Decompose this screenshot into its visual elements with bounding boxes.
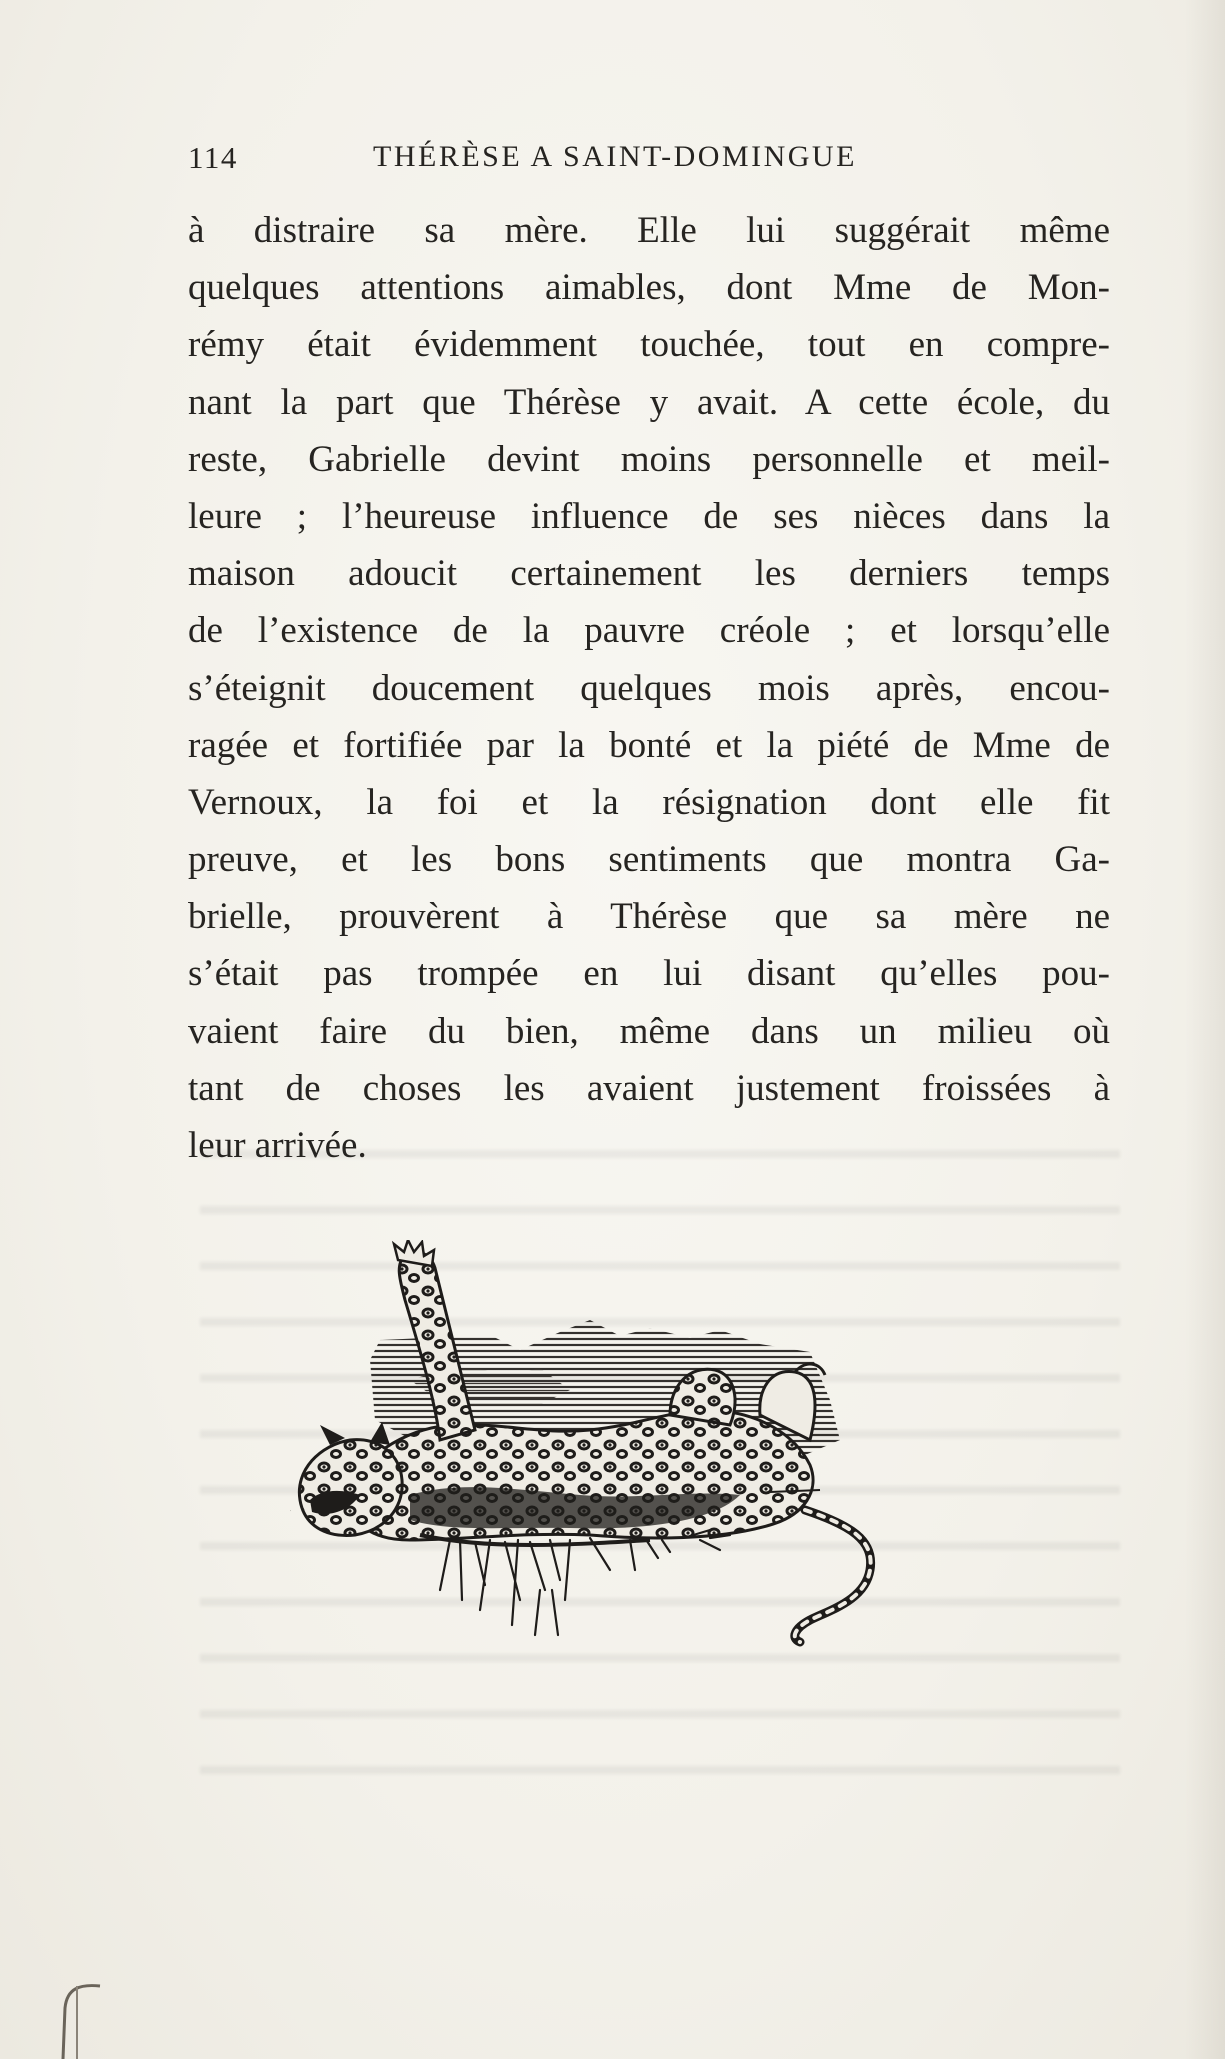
text-line: rémy était évidemment touchée, tout en compre- [188, 324, 1110, 366]
body-paragraph [188, 202, 1110, 1174]
running-title: THÉRÈSE A SAINT-DOMINGUE [373, 140, 857, 173]
text-line: maison adoucit certainement les derniers temps [188, 553, 1110, 595]
text-line: reste, Gabrielle devint moins personnelle et meil- [188, 438, 1110, 480]
text-line: vaient faire du bien, même dans un milieu où [188, 1010, 1110, 1052]
text-line: brielle, prouvèrent à Thérèse que sa mère ne [188, 896, 1110, 938]
text-line: de l’existence de la pauvre créole ; et lorsqu’elle [188, 610, 1110, 652]
text-line: s’était pas trompée en lui disant qu’elles pou- [188, 953, 1110, 995]
page-corner-mark [55, 1980, 105, 2059]
page-number: 114 [188, 140, 238, 175]
leopard-illustration [290, 1240, 1010, 1740]
page-header [188, 140, 1110, 184]
text-line: leure ; l’heureuse influence de ses nièces dans la [188, 495, 1110, 537]
text-line: nant la part que Thérèse y avait. A cette école, du [188, 381, 1110, 423]
text-line: Vernoux, la foi et la résignation dont elle fit [188, 781, 1110, 823]
text-line: s’éteignit doucement quelques mois après, encou- [188, 667, 1110, 709]
page-edge-shadow [1185, 0, 1225, 2059]
text-line: tant de choses les avaient justement froissées à [188, 1067, 1110, 1109]
text-line: ragée et fortifiée par la bonté et la piété de Mme de [188, 724, 1110, 766]
text-line: preuve, et les bons sentiments que montra Ga- [188, 839, 1110, 881]
text-line: à distraire sa mère. Elle lui suggérait même [188, 210, 1110, 251]
text-line: quelques attentions aimables, dont Mme de Mon- [188, 267, 1110, 309]
text-line: leur arrivée. [188, 1125, 367, 1166]
